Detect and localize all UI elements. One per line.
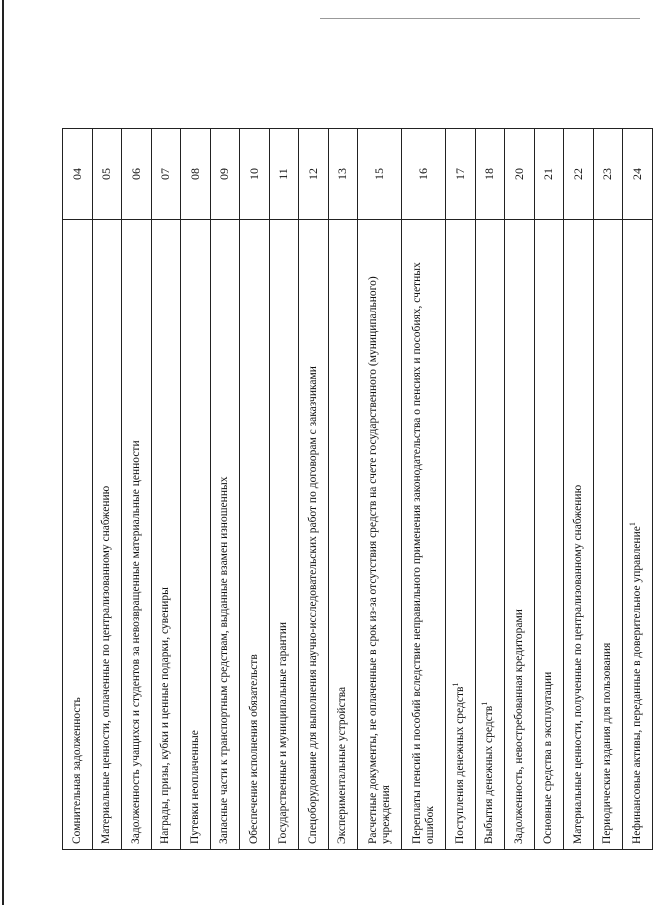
- table-row: [63, 129, 93, 850]
- table-row: [151, 129, 181, 850]
- row-name: Задолженность учащихся и студентов за невозвращенные материальные ценности: [122, 220, 152, 850]
- table-row: [593, 129, 623, 850]
- off-balance-accounts-table: [62, 128, 653, 850]
- top-margin-line: [320, 18, 640, 19]
- row-code: 18: [475, 129, 505, 220]
- table-row: [475, 129, 505, 850]
- table-row: [623, 129, 653, 850]
- row-code: 11: [269, 129, 299, 220]
- row-name: Государственные и муниципальные гарантии: [269, 220, 299, 850]
- row-code: 23: [593, 129, 623, 220]
- row-name: Награды, призы, кубки и ценные подарки, сувениры: [151, 220, 181, 850]
- row-name: Поступления денежных средств$^1$: [446, 220, 476, 850]
- row-code: 05: [92, 129, 122, 220]
- row-code: 21: [534, 129, 564, 220]
- left-margin-line: [2, 0, 4, 905]
- table-row: [92, 129, 122, 850]
- row-name: Спецоборудование для выполнения научно-исследовательских работ по договорам с заказчиками: [299, 220, 329, 850]
- row-code: 06: [122, 129, 152, 220]
- row-code: 07: [151, 129, 181, 220]
- table-row: [210, 129, 240, 850]
- row-code: 12: [299, 129, 329, 220]
- table-row: [181, 129, 211, 850]
- row-name: Сомнительная задолженность: [63, 220, 93, 850]
- row-name: Расчетные документы, не оплаченные в срок из-за отсутствия средств на счете государственного (муниципального) учреждения: [358, 220, 402, 850]
- row-name: Путевки неоплаченные: [181, 220, 211, 850]
- row-code: 10: [240, 129, 270, 220]
- table-row: [269, 129, 299, 850]
- row-code: 09: [210, 129, 240, 220]
- row-name: Обеспечение исполнения обязательств: [240, 220, 270, 850]
- table-row: [446, 129, 476, 850]
- table-row: [564, 129, 594, 850]
- row-code: 22: [564, 129, 594, 220]
- row-name: Экспериментальные устройства: [328, 220, 358, 850]
- row-name: Основные средства в эксплуатации: [534, 220, 564, 850]
- row-name: Задолженность, невостребованная кредиторами: [505, 220, 535, 850]
- row-name: Материальные ценности, оплаченные по централизованному снабжению: [92, 220, 122, 850]
- rotated-page: [62, 128, 644, 850]
- table-row: [505, 129, 535, 850]
- table-row: [240, 129, 270, 850]
- row-code: 08: [181, 129, 211, 220]
- row-name: Переплаты пенсий и пособий вследствие неправильного применения законодательства о пенсиях и пособиях, счетных ошибок: [402, 220, 446, 850]
- table-row: [122, 129, 152, 850]
- row-code: 20: [505, 129, 535, 220]
- row-code: 15: [358, 129, 402, 220]
- row-code: 16: [402, 129, 446, 220]
- row-name: Материальные ценности, полученные по централизованному снабжению: [564, 220, 594, 850]
- row-name: Нефинансовые активы, переданные в доверительное управление$^1$: [623, 220, 653, 850]
- row-code: 04: [63, 129, 93, 220]
- row-code: 24: [623, 129, 653, 220]
- table-row: [358, 129, 402, 850]
- footnote-mark: 1: [480, 701, 490, 706]
- row-code: 17: [446, 129, 476, 220]
- row-code: 13: [328, 129, 358, 220]
- table-row: [328, 129, 358, 850]
- footnote-mark: 1: [450, 682, 460, 687]
- footnote-mark: 1: [627, 522, 637, 527]
- row-name: Запасные части к транспортным средствам, выданные взамен изношенных: [210, 220, 240, 850]
- table-row: [299, 129, 329, 850]
- table-row: [534, 129, 564, 850]
- table-row: [402, 129, 446, 850]
- row-name: Периодические издания для пользования: [593, 220, 623, 850]
- row-name: Выбытия денежных средств$^1$: [475, 220, 505, 850]
